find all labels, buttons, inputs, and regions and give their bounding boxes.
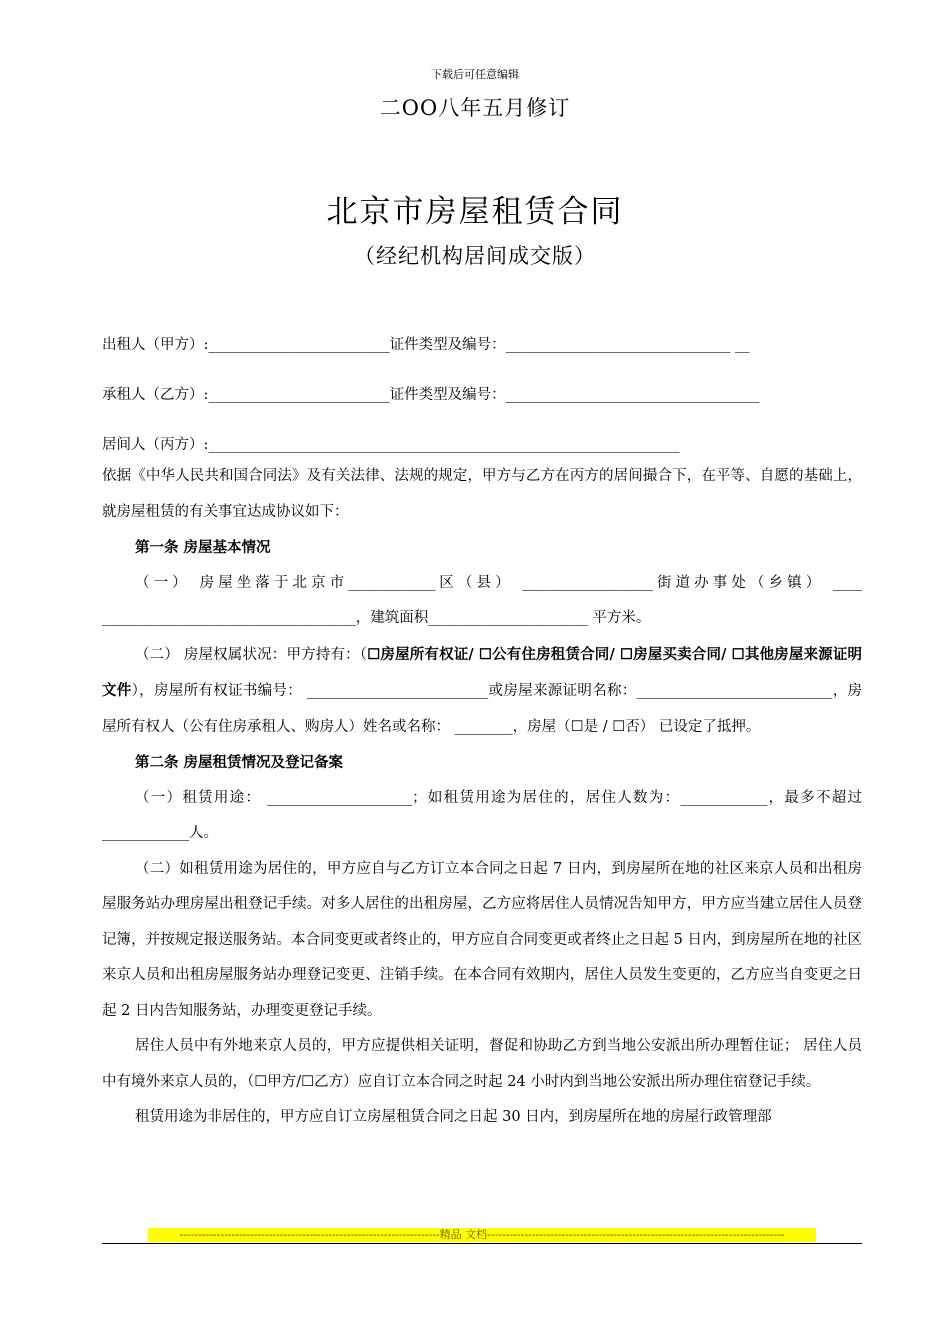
article-2-para-3: 居住人员中有外地来京人员的，甲方应提供相关证明，督促和协助乙方到当地公安派出所办理暂住证； 居住人员中有境外来京人员的，（☐甲方/☐乙方）应自订立本合同之时起 24 小时内到当地公安派出所办理住宿登记手续。	[102, 1038, 862, 1090]
article-2-para-4: 租赁用途为非居住的，甲方应自订立房屋租赁合同之日起 30 日内，到房屋所在地的房屋行政管理部	[135, 1109, 772, 1125]
lessee-line: 承租人（乙方）:_________________________证件类型及编号：___________________________________	[102, 387, 760, 403]
document-subtitle: （经纪机构居间成交版）	[354, 244, 596, 268]
intro-paragraph: 依据《中华人民共和国合同法》及有关法律、法规的规定，甲方与乙方在丙方的居间撮合下，在平等、自愿的基础上，就房屋租赁的有关事宜达成协议如下：	[102, 468, 862, 520]
footer-divider	[102, 1243, 862, 1244]
document-title: 北京市房屋租赁合同	[326, 194, 624, 230]
article-1-item-1: （一） 房屋坐落于北京市____________区（县） __________________街道办事处（乡镇） ____ ___________________________________，建筑面积______________________ 平方米。	[102, 574, 862, 626]
ownership-lead: （二） 房屋权属状况：甲方持有：（	[135, 646, 368, 663]
article-1-heading: 第一条 房屋基本情况	[135, 539, 271, 556]
footer-watermark-band: ----------------------------------------------------------------------精品 文档--------------------------------------------------------------------------------	[148, 1228, 816, 1242]
lessor-line: 出租人（甲方）:_________________________证件类型及编号：_______________________________ __	[102, 337, 750, 353]
ownership-documents: ☐房屋所有权证/ ☐公有住房租赁合同/ ☐房屋买卖合同/ ☐其他房屋来源证明文件	[102, 645, 862, 699]
agent-line: 居间人（丙方）:_________________________________________________________________	[102, 437, 680, 453]
revision-date: 二OO八年五月修订	[379, 96, 571, 120]
article-2-item-1: （一）租赁用途： ____________________；如租赁用途为居住的，居住人数为：____________，最多不超过____________人。	[102, 789, 862, 841]
article-2-item-2: （二）如租赁用途为居住的，甲方应自与乙方订立本合同之日起 7 日内，到房屋所在地的社区来京人员和出租房屋服务站办理房屋出租登记手续。对多人居住的出租房屋，乙方应将居住人员情况告知甲方，甲方应当建立居住人员登记簿，并按规定报送服务站。本合同变更或者终止的，甲方应自合同变更或者终止之日起 5 日内，到房屋所在地的社区来京人员和出租房屋服务站办理登记变更、注销手续。在本合同有效期内，居住人员发生变更的，乙方应当自变更之日起 2 日内告知服务站，办理变更登记手续。	[102, 860, 862, 1019]
contract-body	[102, 459, 862, 1136]
article-1-item-2	[102, 637, 862, 746]
header-note: 下载后可任意编辑	[431, 68, 519, 81]
ownership-rest: ），房屋所有权证书编号： _________________________或房屋来源证明名称：___________________________，房屋所有权人（公有住房承租人、购房人）姓名或名称： ________，房屋（☐是 / ☐否） 已设定了抵押。	[102, 683, 863, 735]
article-2-heading: 第二条 房屋租赁情况及登记备案	[135, 754, 344, 771]
